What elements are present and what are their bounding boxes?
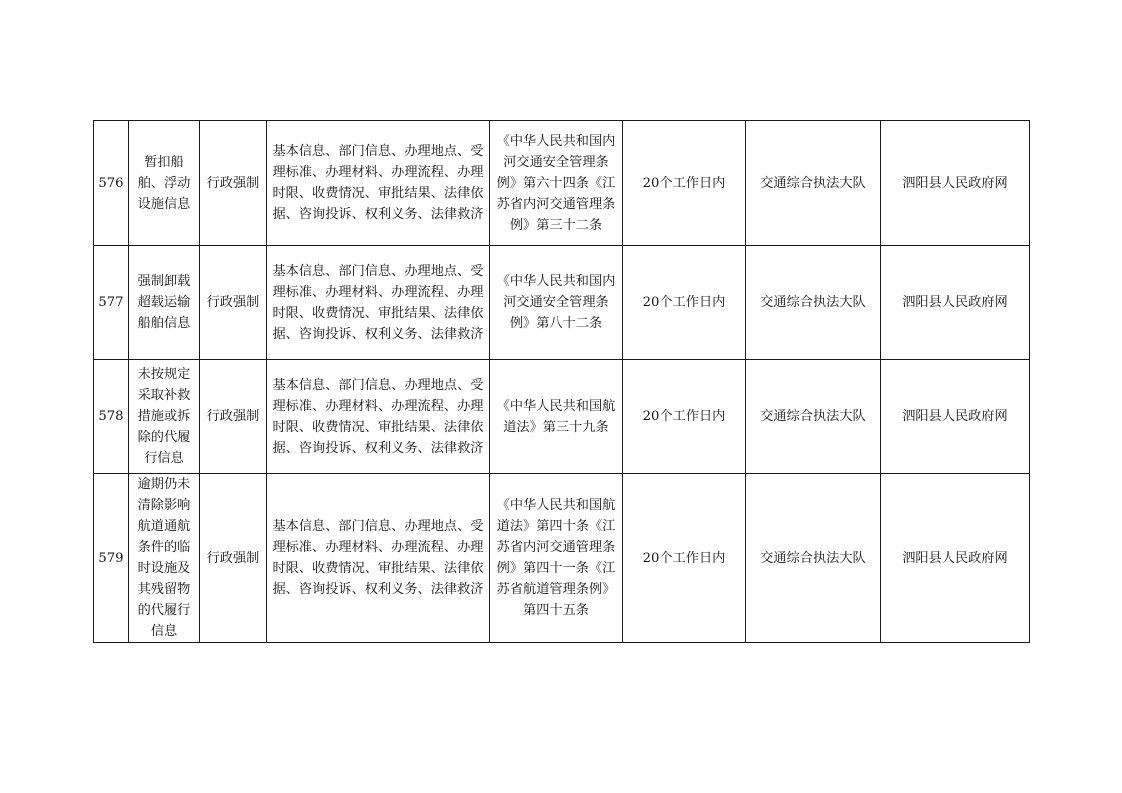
table-row [94,121,1030,246]
disclosure-channel-cell: 泗阳县人民政府网 [881,474,1030,643]
disclosure-subject-cell: 交通综合执法大队 [746,360,881,474]
item-type-cell: 行政强制 [200,121,267,246]
table-row [94,246,1030,360]
disclosure-content-cell: 基本信息、部门信息、办理地点、受理标准、办理材料、办理流程、办理时限、收费情况、审批结果、法律依据、咨询投诉、权利义务、法律救济 [267,474,490,643]
item-name-cell: 暂扣船舶、浮动设施信息 [129,121,200,246]
disclosure-channel-cell: 泗阳县人民政府网 [881,360,1030,474]
time-limit-cell: 20个工作日内 [623,474,746,643]
row-number-cell: 576 [94,121,129,246]
disclosure-content-cell: 基本信息、部门信息、办理地点、受理标准、办理材料、办理流程、办理时限、收费情况、审批结果、法律依据、咨询投诉、权利义务、法律救济 [267,360,490,474]
disclosure-table [93,120,1030,643]
item-type-cell: 行政强制 [200,474,267,643]
item-name-cell: 未按规定采取补救措施或拆除的代履行信息 [129,360,200,474]
time-limit-cell: 20个工作日内 [623,360,746,474]
row-number-cell: 579 [94,474,129,643]
legal-basis-cell: 《中华人民共和国航道法》第四十条《江苏省内河交通管理条例》第四十一条《江苏省航道管理条例》第四十五条 [490,474,623,643]
disclosure-channel-cell: 泗阳县人民政府网 [881,246,1030,360]
time-limit-cell: 20个工作日内 [623,121,746,246]
item-name-cell: 强制卸载超载运输船舶信息 [129,246,200,360]
legal-basis-cell: 《中华人民共和国内河交通安全管理条例》第八十二条 [490,246,623,360]
row-number-cell: 577 [94,246,129,360]
item-type-cell: 行政强制 [200,360,267,474]
disclosure-subject-cell: 交通综合执法大队 [746,246,881,360]
time-limit-cell: 20个工作日内 [623,246,746,360]
disclosure-subject-cell: 交通综合执法大队 [746,474,881,643]
item-name-cell: 逾期仍未清除影响航道通航条件的临时设施及其残留物的代履行信息 [129,474,200,643]
disclosure-subject-cell: 交通综合执法大队 [746,121,881,246]
disclosure-channel-cell: 泗阳县人民政府网 [881,121,1030,246]
table-row [94,474,1030,643]
row-number-cell: 578 [94,360,129,474]
legal-basis-cell: 《中华人民共和国内河交通安全管理条例》第六十四条《江苏省内河交通管理条例》第三十二条 [490,121,623,246]
legal-basis-cell: 《中华人民共和国航道法》第三十九条 [490,360,623,474]
disclosure-content-cell: 基本信息、部门信息、办理地点、受理标准、办理材料、办理流程、办理时限、收费情况、审批结果、法律依据、咨询投诉、权利义务、法律救济 [267,121,490,246]
table-row [94,360,1030,474]
disclosure-content-cell: 基本信息、部门信息、办理地点、受理标准、办理材料、办理流程、办理时限、收费情况、审批结果、法律依据、咨询投诉、权利义务、法律救济 [267,246,490,360]
item-type-cell: 行政强制 [200,246,267,360]
